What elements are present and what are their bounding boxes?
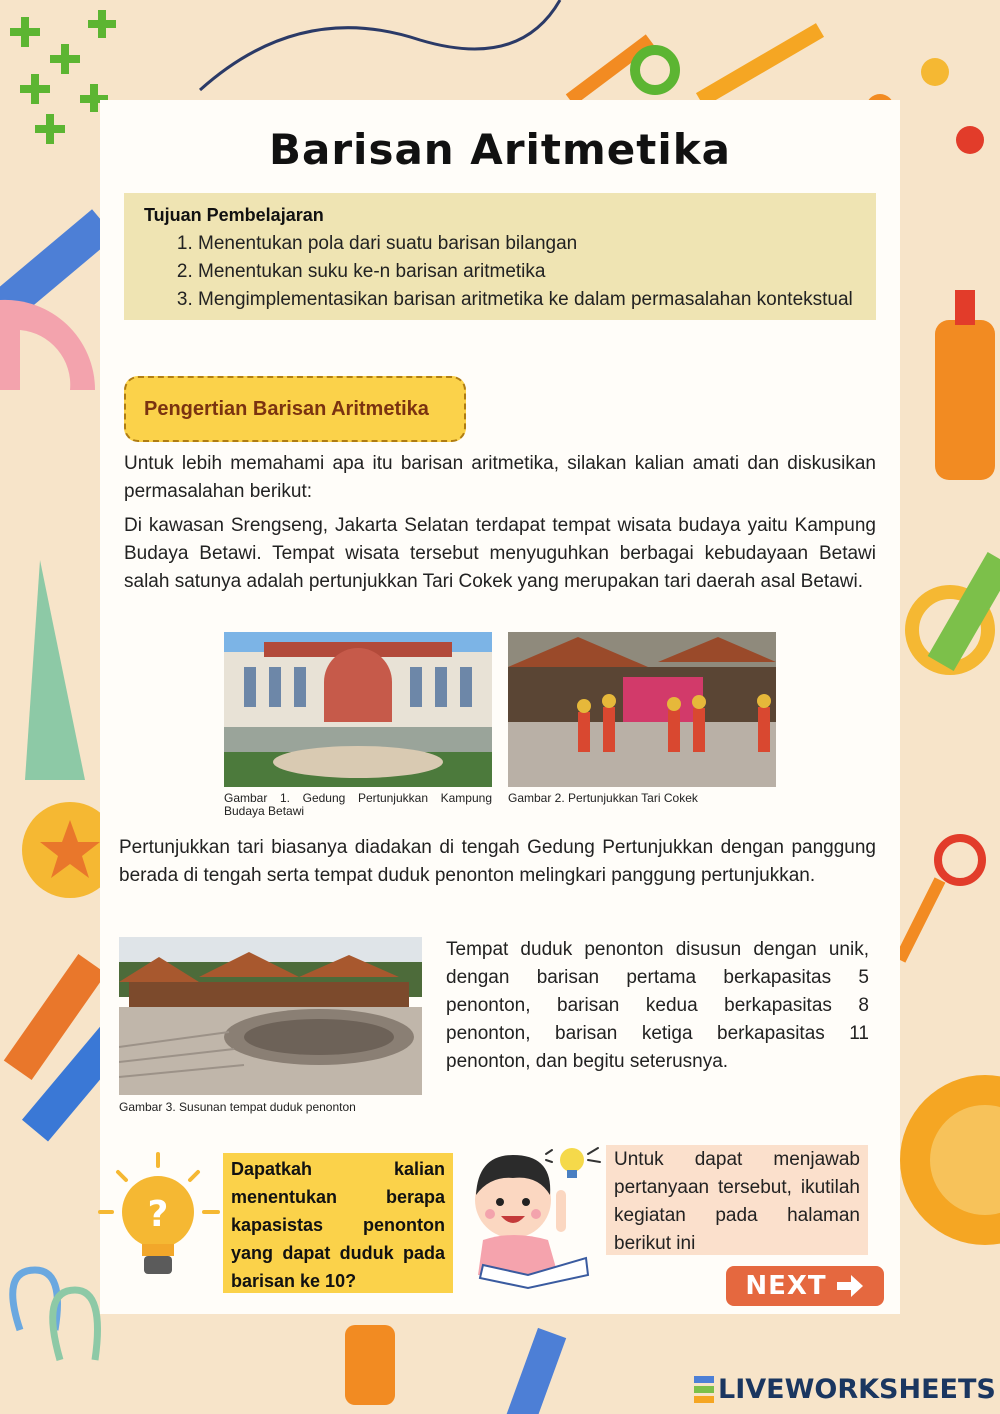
section-heading: Pengertian Barisan Aritmetika (124, 376, 466, 442)
learning-goal-item: 2. Menentukan suku ke-n barisan aritmetika (198, 258, 856, 286)
story-paragraph: Di kawasan Srengseng, Jakarta Selatan terdapat tempat wisata budaya yaitu Kampung Budaya Betawi. Tempat wisata tersebut menyuguhkan berbagai kebudayaan Betawi salah satunya adalah pertunjukkan Tari Cokek yang merupakan tari daerah asal Betawi. (124, 515, 876, 592)
lightbulb-question-icon (98, 1150, 222, 1280)
figure-2-caption: Gambar 2. Pertunjukkan Tari Cokek (508, 791, 698, 805)
figure-3-caption: Gambar 3. Susunan tempat duduk penonton (119, 1100, 356, 1114)
brand-logo (694, 1374, 996, 1405)
brand-name: LIVEWORKSHEETS (718, 1374, 996, 1405)
seating-paragraph: Tempat duduk penonton disusun dengan unik, dengan barisan pertama berkapasitas 5 penonton, barisan kedua berkapasitas 8 penonton, barisan ketiga berkapasitas 11 penonton, dan begitu seterusnya. (446, 939, 869, 1072)
next-button-label: NEXT (745, 1271, 827, 1301)
figure-2-photo (508, 632, 776, 787)
stage-paragraph: Pertunjukkan tari biasanya diadakan di tengah Gedung Pertunjukkan dengan panggung berada di tengah serta tempat duduk penonton melingkari panggung pertunjukkan. (119, 837, 876, 886)
intro-paragraph: Untuk lebih memahami apa itu barisan aritmetika, silakan kalian amati dan diskusikan permasalahan berikut: (124, 453, 876, 502)
learning-goal-item: 3. Mengimplementasikan barisan aritmetika ke dalam permasalahan kontekstual (198, 286, 856, 314)
learning-goals-heading: Tujuan Pembelajaran (144, 205, 324, 225)
student-illustration (468, 1140, 603, 1290)
question-box: Dapatkah kalian menentukan berapa kapasistas penonton yang dapat duduk pada barisan ke 10? (223, 1153, 453, 1293)
learning-goal-item: 1. Menentukan pola dari suatu barisan bilangan (198, 230, 856, 258)
learning-goals-list (144, 230, 856, 314)
svg-text:?: ? (147, 1194, 169, 1235)
hint-box: Untuk dapat menjawab pertanyaan tersebut, ikutilah kegiatan pada halaman berikut ini (606, 1145, 868, 1255)
figure-1-caption: Gambar 1. Gedung Pertunjukkan Kampung Budaya Betawi (224, 791, 492, 818)
learning-goals-box (124, 193, 876, 320)
liveworksheets-logo-icon (694, 1376, 714, 1404)
arrow-right-icon (835, 1273, 865, 1299)
figure-3-photo (119, 937, 422, 1095)
figure-1-photo (224, 632, 492, 787)
page-title: Barisan Aritmetika (268, 125, 731, 174)
next-button[interactable] (726, 1266, 884, 1306)
